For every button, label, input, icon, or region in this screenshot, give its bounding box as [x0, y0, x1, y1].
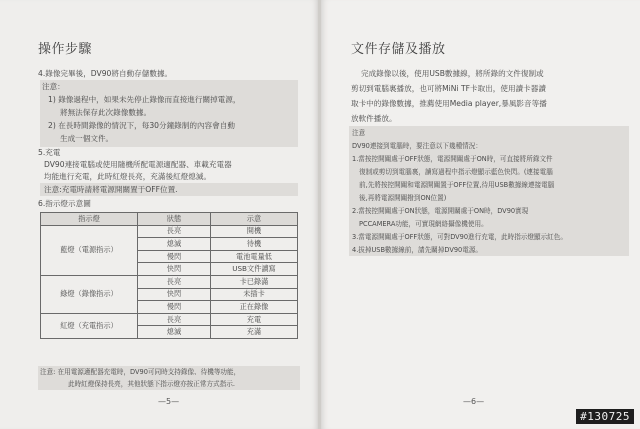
group-green-light: 綠燈（錄像指示）: [41, 275, 138, 313]
step4-note-1b: 將無法保存此次錄像數據。: [60, 108, 152, 117]
meaning-cell: 充電: [211, 313, 298, 326]
table-row: [41, 275, 298, 288]
intro-line1: 完成錄像以後，使用USB數據線，將所錄的文件復制或: [361, 69, 544, 78]
meaning-cell: USB文件讀寫: [211, 263, 298, 276]
note1-line3: 前,先將按控開關和電源開關置于OFF位置,待用USB數據線連接電腦: [359, 181, 555, 189]
meaning-cell: 待機: [211, 238, 298, 251]
intro-line2: 剪切到電腦裏播放，也可將MiNi TF卡取出，使用讀卡器讀: [351, 84, 546, 93]
right-page-title: 文件存儲及播放: [351, 42, 446, 57]
note4: 4.拔掉USB數據線前，請先關掉DV90電源。: [352, 246, 483, 254]
page-number-left: —5—: [158, 397, 180, 406]
notes-intro: DV90連接到電腦時，要注意以下幾種情況：: [352, 142, 482, 150]
meaning-cell: 正在錄像: [211, 301, 298, 314]
status-cell: 熄滅: [138, 326, 211, 339]
meaning-cell: 充滿: [211, 326, 298, 339]
step6-heading: 6.指示燈示意圖: [38, 199, 91, 208]
table-row: [41, 225, 298, 238]
intro-line3: 取卡中的錄像數據，推薦使用Media player,暴風影音等播: [351, 99, 547, 108]
status-cell: 快閃: [138, 263, 211, 276]
left-page-title: 操作步驟: [38, 42, 93, 57]
meaning-cell: 卡已錄滿: [211, 275, 298, 288]
meaning-cell: 開機: [211, 225, 298, 238]
page-number-right: —6—: [463, 397, 485, 406]
status-cell: 慢閃: [138, 301, 211, 314]
group-red-light: 紅燈（充電指示）: [41, 313, 138, 338]
group-blue-light: 藍燈（電源指示）: [41, 225, 138, 275]
status-cell: 快閃: [138, 288, 211, 301]
step5-note: 注意:充電時請將電源開關置于OFF位置.: [44, 185, 178, 194]
left-page: [0, 0, 319, 429]
status-cell: 長亮: [138, 275, 211, 288]
table-row: [41, 313, 298, 326]
status-cell: 慢閃: [138, 250, 211, 263]
image-id-stamp: #130725: [576, 409, 634, 424]
step4-note-label: 注意：: [42, 82, 65, 91]
step4-note-2a: 2) 在長時間錄像的情況下，每30分鐘錄制的內容會自動: [48, 121, 235, 130]
intro-line4: 放軟件播放。: [351, 114, 397, 123]
meaning-cell: 電池電量低: [211, 250, 298, 263]
note2-line1: 2.當按控開關處于ON狀態，電源開關處于ON時，DV90實現: [352, 207, 529, 215]
step5-line1: DV90連接電腦或使用隨機所配電源適配器、車載充電器: [44, 160, 232, 169]
right-page: [321, 0, 640, 429]
step5-heading: 5.充電: [38, 148, 61, 157]
note1-line4: 後,再將電源開關撥到ON位置): [359, 194, 447, 202]
header-indicator: 指示燈: [41, 213, 138, 226]
step4-text: 4.錄像完畢後，DV90將自動存儲數據。: [38, 69, 173, 78]
note3: 3.當電源開關處于OFF狀態，可對DV90進行充電，此時指示燈顯示紅色。: [352, 233, 567, 241]
table-header-row: [41, 213, 298, 226]
header-status: 狀態: [138, 213, 211, 226]
header-meaning: 示意: [211, 213, 298, 226]
indicator-table: [40, 212, 298, 339]
note2-line2: PCCAMERA功能，可實現網絡攝像機使用。: [359, 220, 488, 228]
notes-label: 注意: [352, 129, 366, 137]
status-cell: 長亮: [138, 225, 211, 238]
step4-note-1a: 1) 錄像過程中，如果未先停止錄像而直接進行關掉電源，: [48, 95, 241, 104]
step5-line2: 均能進行充電，此時紅燈長亮，充滿後紅燈熄滅。: [44, 172, 212, 181]
footer-note-1: 注意: 在用電源適配器充電時，DV90可同時支持錄像、待機等功能，: [40, 368, 241, 376]
status-cell: 熄滅: [138, 238, 211, 251]
note1-line1: 1.當按控開關處于OFF狀態，電源開關處于ON時，可直接將所錄文件: [352, 155, 553, 163]
footer-note-2: 此時紅燈保持長亮，其他狀態下指示燈亦按正常方式指示.: [68, 380, 235, 388]
note1-line2: 復制或剪切到電腦裏，讀寫過程中指示燈顯示藍色快閃。(連接電腦: [359, 168, 553, 176]
status-cell: 長亮: [138, 313, 211, 326]
step4-note-2b: 生成一個文件。: [60, 134, 114, 143]
meaning-cell: 未插卡: [211, 288, 298, 301]
